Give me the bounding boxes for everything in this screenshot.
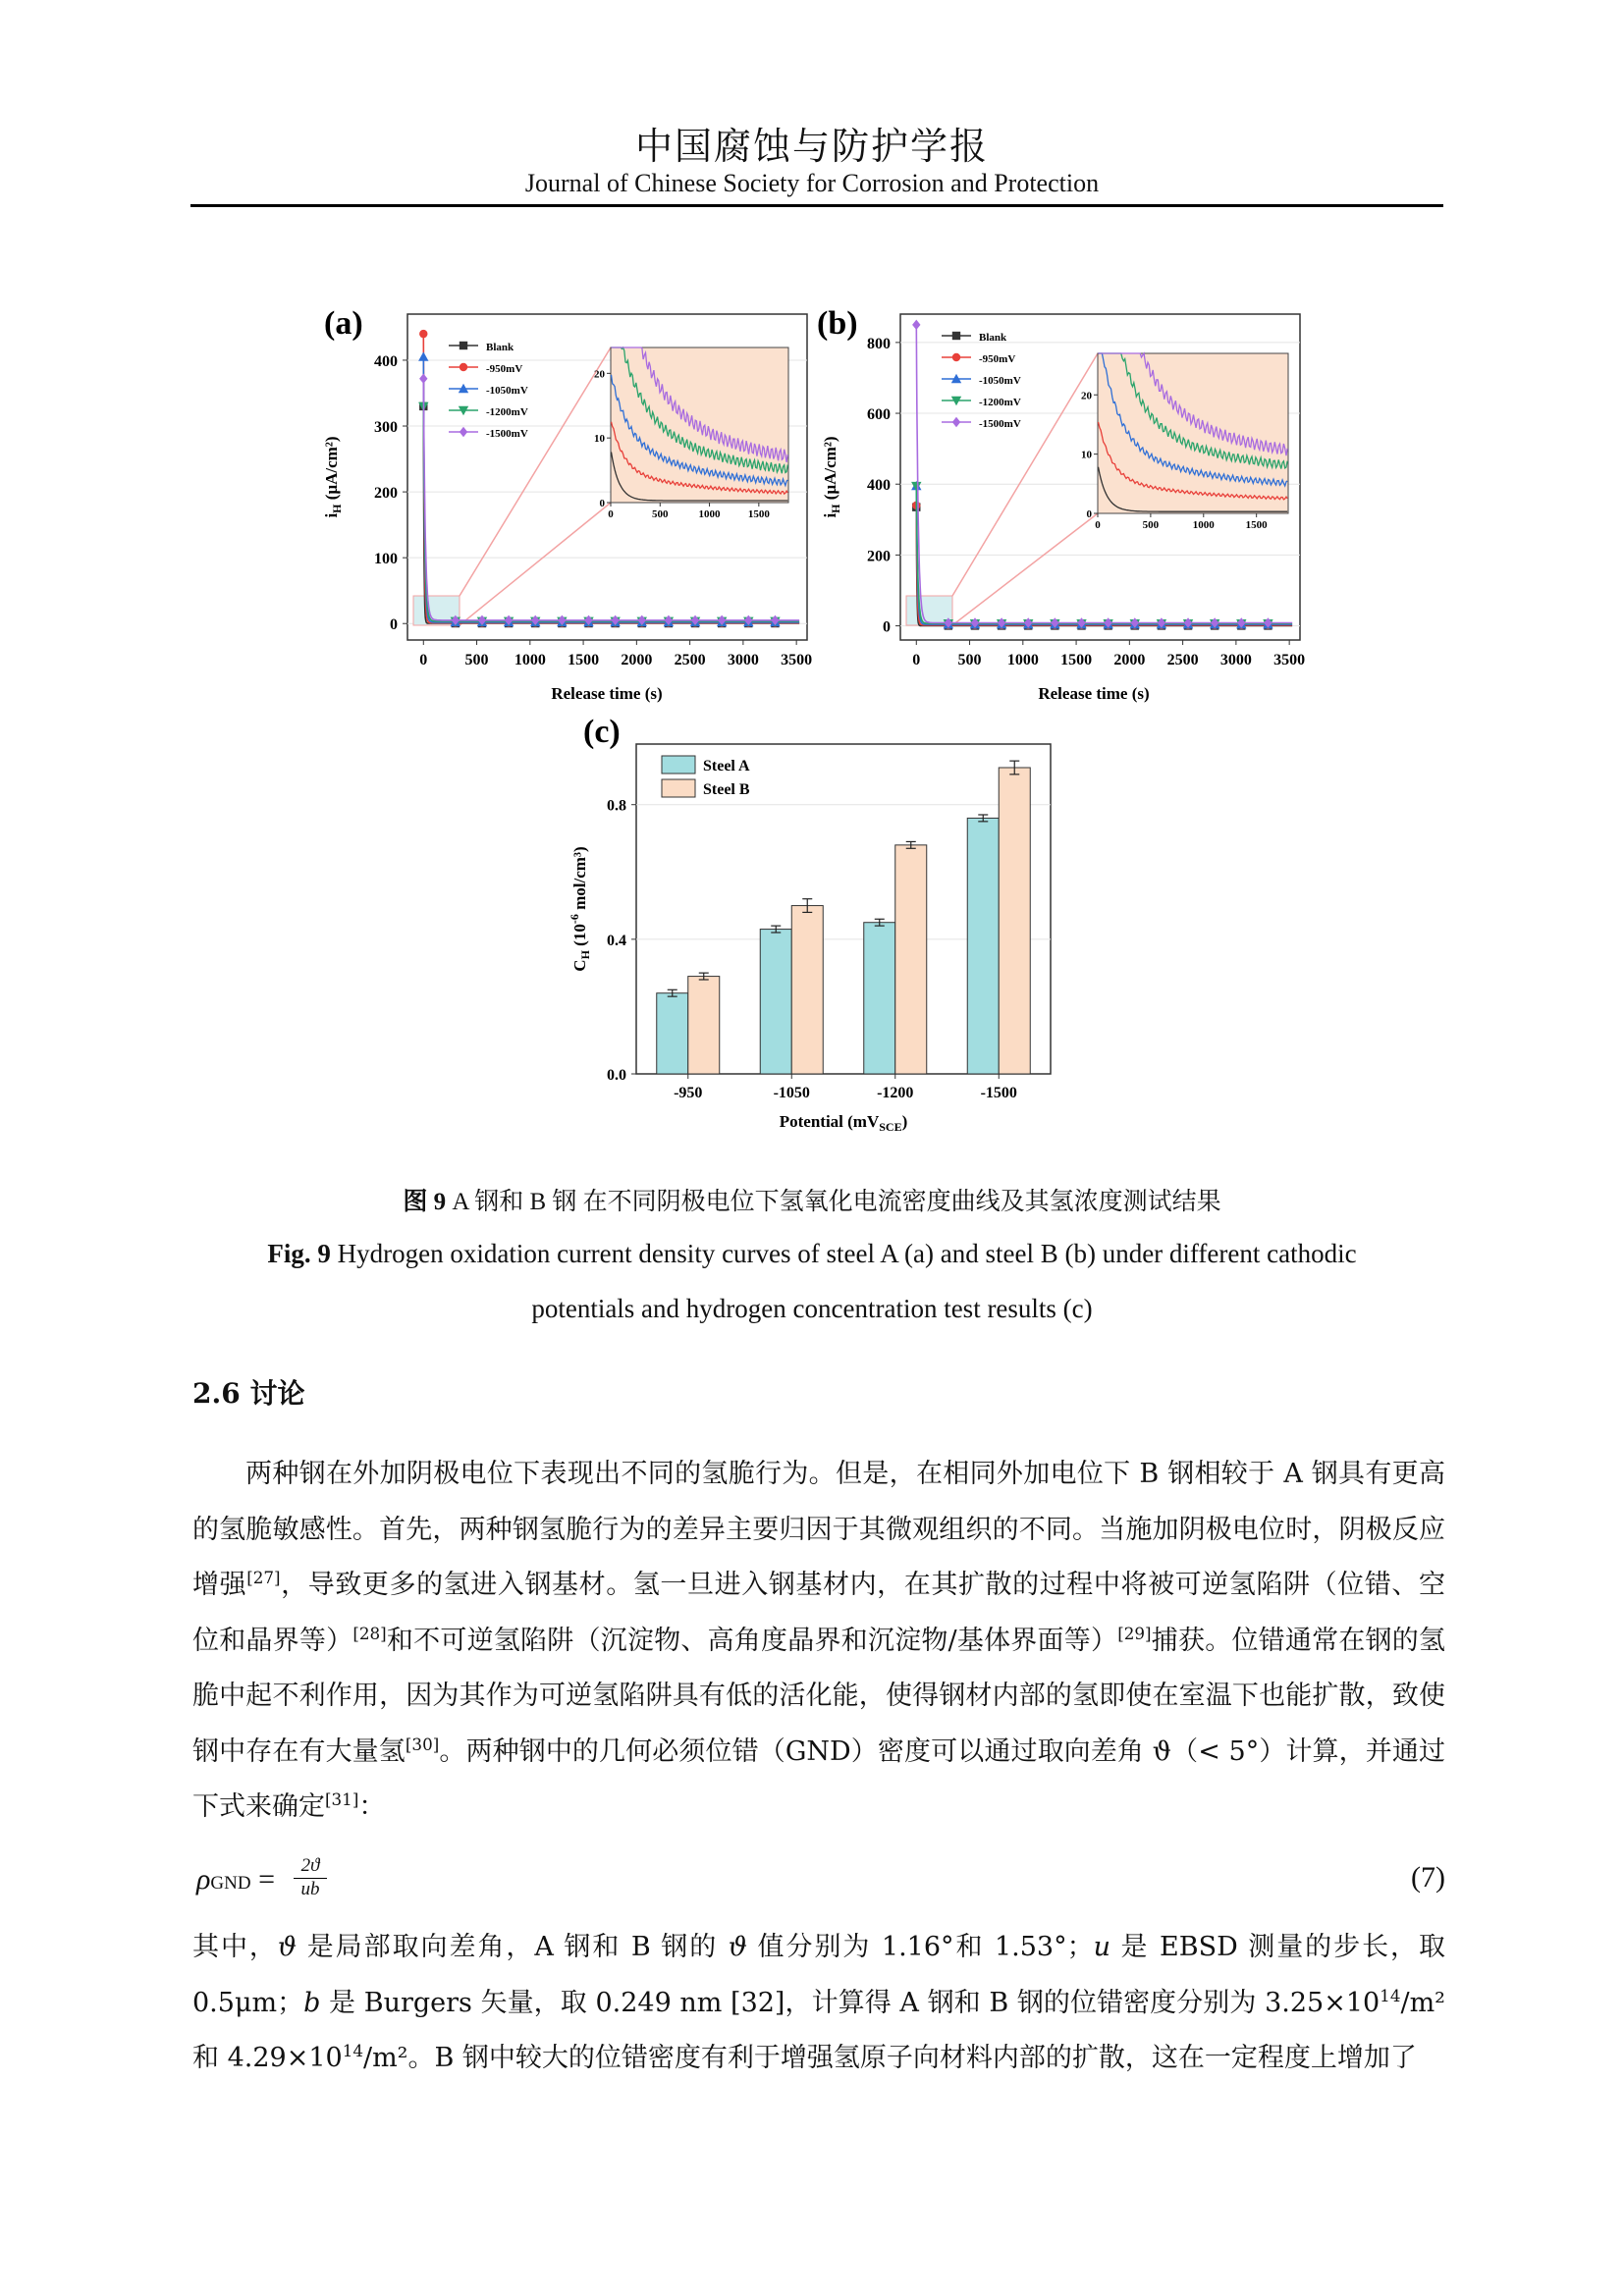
b-xtick-label-5: 2500: [1166, 652, 1199, 668]
c-xtick-label-1: -1050: [773, 1085, 810, 1101]
c-ytick-label-2: 0.8: [607, 797, 626, 815]
b-legend-label-4: -1500mV: [979, 418, 1021, 430]
discussion-paragraph-1: 两种钢在外加阴极电位下表现出不同的氢脆行为。但是，在相同外加电位下 B 钢相较于 A 钢具有更高的氢脆敏感性。首先，两种钢氢脆行为的差异主要归因于其微观组织的不同。当施加阴极电位时，阴极反应增强[27]，导致更多的氢进入钢基材。氢一旦进入钢基材内，在其扩散的过程中将被可逆氢陷阱（位错、空位和晶界等）[28]和不可逆氢陷阱（沉淀物、高角度晶界和沉淀物/基体界面等）[29]捕获。位错通常在钢的氢脆中起不利作用，因为其作为可逆氢陷阱具有低的活化能，使得钢材内部的氢即使在室温下也能扩散，致使钢中存在有大量氢[30]。两种钢中的几何必须位错（GND）密度可以通过取向差角 ϑ（< 5°）计算，并通过下式来确定[31]：: [192, 1459, 1446, 1822]
b-inset-ytick-label-2: 20: [1081, 390, 1092, 402]
figure-caption-cn: 图 9 A 钢和 B 钢 在不同阴极电位下氢氧化电流密度曲线及其氢浓度测试结果: [403, 1189, 1221, 1215]
c-bar-Steel-A--1050: [760, 930, 791, 1074]
panel-a: [322, 305, 812, 703]
b-xtick-label-1: 500: [957, 652, 982, 668]
b-ytick-label-4: 800: [867, 335, 891, 352]
b-ytick-label-0: 0: [883, 618, 891, 636]
a-legend-label-1: -950mV: [486, 363, 523, 375]
a-legend-label-0: Blank: [486, 342, 514, 353]
b-legend-label-0: Blank: [979, 332, 1007, 344]
b-legend-label-1: -950mV: [979, 353, 1016, 365]
c-bar-Steel-A--1500: [967, 818, 999, 1074]
a-xtick-label-5: 2500: [674, 652, 706, 668]
panel-c-xlabel: Potential $(mV_{SCE})$: [779, 1112, 908, 1134]
b-ytick-label-3: 600: [867, 406, 891, 424]
b-inset-ytick-label-0: 0: [1086, 508, 1092, 520]
c-legend-label-1: Steel B: [703, 781, 750, 798]
a-ytick-label-1: 100: [374, 551, 398, 568]
a-ytick-label-0: 0: [390, 616, 398, 634]
c-xtick-label-0: -950: [674, 1085, 703, 1101]
equation-lhs: ρGND =: [196, 1863, 275, 1896]
b-xtick-label-3: 1500: [1060, 652, 1093, 668]
a-xtick-label-0: 0: [419, 652, 428, 668]
panel-a-xlabel: Release time (s): [551, 684, 663, 703]
c-ytick-label-0: 0.0: [607, 1067, 626, 1084]
a-legend-marker-0: [460, 342, 467, 349]
panel-a-label: (a): [324, 305, 363, 342]
c-bar-Steel-B--1500: [999, 768, 1030, 1074]
equation-7: [192, 1855, 1445, 1914]
panel-b-xlabel: Release time (s): [1038, 684, 1150, 703]
c-bar-Steel-A--950: [657, 993, 688, 1074]
b-xtick-label-6: 3000: [1219, 652, 1252, 668]
a-xtick-label-1: 500: [464, 652, 489, 668]
a-inset-xtick-label-1: 500: [652, 508, 669, 520]
a-xtick-label-7: 3500: [781, 652, 813, 668]
equation-fraction: 2ϑ ub: [294, 1855, 327, 1900]
c-legend-swatch-1: [662, 779, 695, 797]
c-ytick-label-1: 0.4: [607, 932, 626, 949]
b-xtick-label-4: 2000: [1113, 652, 1146, 668]
b-ytick-label-1: 200: [867, 548, 891, 565]
a-inset-xtick-label-3: 1500: [747, 508, 770, 520]
a-xtick-label-3: 1500: [568, 652, 600, 668]
c-legend-label-0: Steel A: [703, 758, 750, 774]
b-legend-label-3: -1200mV: [979, 397, 1021, 408]
figure-caption-en-line2: potentials and hydrogen concentration test results (c): [531, 1294, 1093, 1323]
b-xtick-label-0: 0: [912, 652, 921, 668]
b-inset-ytick-label-1: 10: [1081, 449, 1092, 461]
a-inset-xtick-label-2: 1000: [698, 508, 721, 520]
a-peak-marker--950mV: [419, 330, 427, 338]
a-inset-ytick-label-2: 20: [594, 368, 605, 381]
b-legend-marker-1: [952, 353, 960, 361]
panel-a-ylabel: $i_H$ (μA/cm²): [322, 436, 344, 518]
panel-c-ylabel: $C_H$ ($10^{-6}$ mol/cm³): [568, 846, 592, 972]
figure-caption-en-line1: Fig. 9 Hydrogen oxidation current density curves of steel A (a) and steel B (b) under different cathodic: [267, 1239, 1357, 1268]
b-inset-xtick-label-2: 1000: [1192, 519, 1215, 531]
a-legend-label-2: -1050mV: [486, 385, 528, 397]
a-ytick-label-3: 300: [374, 419, 398, 437]
a-inset-ytick-label-0: 0: [599, 498, 605, 509]
b-legend-label-2: -1050mV: [979, 375, 1021, 387]
a-inset-ytick-label-1: 10: [594, 433, 605, 446]
panel-b-label: (b): [817, 305, 858, 342]
a-xtick-label-6: 3000: [727, 652, 759, 668]
a-ytick-label-4: 400: [374, 352, 398, 370]
panel-c: [568, 714, 1051, 1134]
b-ytick-label-2: 400: [867, 477, 891, 495]
a-legend-marker-1: [460, 363, 467, 371]
panel-b-ylabel: $i_H$ (μA/cm²): [821, 436, 842, 518]
c-xtick-label-3: -1500: [980, 1085, 1017, 1101]
a-legend-label-4: -1500mV: [486, 428, 528, 440]
panel-c-label: (c): [583, 714, 621, 750]
discussion-paragraph-2: 其中，ϑ 是局部取向差角，A 钢和 B 钢的 ϑ 值分别为 1.16°和 1.53°；u 是 EBSD 测量的步长，取 0.5μm；b 是 Burgers 矢量，取 0.249 nm [32]，计算得 A 钢和 B 钢的位错密度分别为 $3.25\times 10^{14}/m^2$ 和 $4.29\times 10^{14}/m^2$。B 钢中较大的位错密度有利于增强氢原子向材料内部的扩散，这在一定程度上增加了: [192, 1932, 1446, 2073]
a-legend-label-3: -1200mV: [486, 406, 528, 418]
b-xtick-label-7: 3500: [1273, 652, 1306, 668]
section-heading: 2.6 讨论: [192, 1377, 305, 1410]
panel-b: [817, 305, 1305, 703]
c-bar-Steel-A--1200: [864, 923, 895, 1074]
b-legend-marker-0: [952, 332, 960, 340]
journal-title-en: Journal of Chinese Society for Corrosion and Protection: [524, 169, 1100, 197]
a-ytick-label-2: 200: [374, 485, 398, 503]
b-inset-xtick-label-1: 500: [1142, 519, 1160, 531]
journal-title-cn: 中国腐蚀与防护学报: [634, 125, 989, 168]
a-xtick-label-2: 1000: [514, 652, 546, 668]
a-inset-xtick-label-0: 0: [608, 508, 614, 520]
b-inset-xtick-label-3: 1500: [1245, 519, 1268, 531]
a-xtick-label-4: 2000: [621, 652, 653, 668]
b-xtick-label-2: 1000: [1006, 652, 1039, 668]
c-xtick-label-2: -1200: [877, 1085, 914, 1101]
c-bar-Steel-B--1200: [895, 845, 927, 1074]
b-inset-xtick-label-0: 0: [1095, 519, 1101, 531]
c-legend-swatch-0: [662, 756, 695, 774]
equation-number: (7): [1411, 1861, 1445, 1894]
c-bar-Steel-B--950: [688, 977, 720, 1074]
c-bar-Steel-B--1050: [791, 906, 823, 1074]
